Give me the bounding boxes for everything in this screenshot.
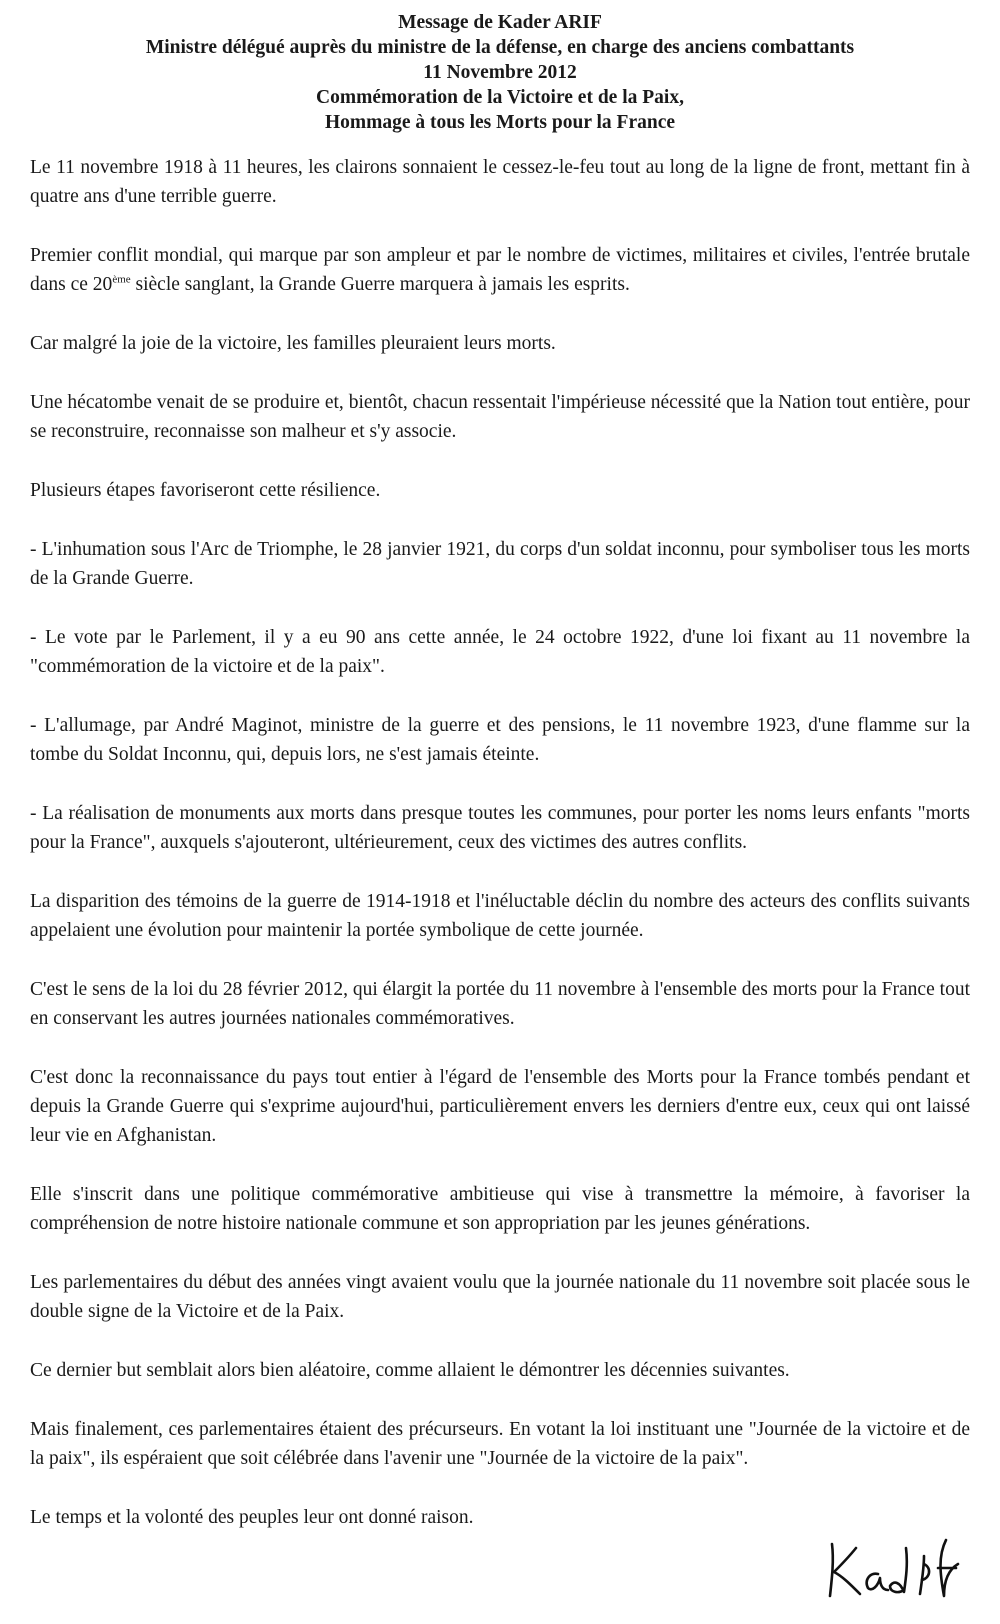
paragraph-15: Ce dernier but semblait alors bien aléatoire, comme allaient le démontrer les décennies suivantes. <box>30 1360 790 1381</box>
header-commemoration: Commémoration de la Victoire et de la Paix, <box>316 87 684 108</box>
header-minister-role: Ministre délégué auprès du ministre de la défense, en charge des anciens combattants <box>145 37 855 58</box>
paragraph-13: Elle s'inscrit dans une politique commémorative ambitieuse qui vise à transmettre la mémoire, à favoriser la compréhension de notre histoire nationale commune et son appropriation par les jeunes générations. <box>30 1184 970 1234</box>
paragraph-14: Les parlementaires du début des années vingt avaient voulu que la journée nationale du 11 novembre soit placée sous le double signe de la Victoire et de la Paix. <box>30 1272 970 1322</box>
paragraph-17: Le temps et la volonté des peuples leur ont donné raison. <box>30 1507 474 1528</box>
header-tribute: Hommage à tous les Morts pour la France <box>324 112 676 133</box>
header-title: Message de Kader ARIF <box>398 12 602 33</box>
paragraph-1: Le 11 novembre 1918 à 11 heures, les clairons sonnaient le cessez-le-feu tout au long de la ligne de front, mettant fin à quatre ans d'une terrible guerre. <box>30 157 970 207</box>
paragraph-7: - Le vote par le Parlement, il y a eu 90 ans cette année, le 24 octobre 1922, d'une loi fixant au 11 novembre la "commémoration de la victoire et de la paix". <box>30 627 970 677</box>
paragraph-2-start: Premier conflit mondial, qui marque par son ampleur et par le nombre de victimes, militaires et civiles, l'entrée brutale dans ce 20 <box>30 245 970 295</box>
signature-icon <box>820 1534 970 1604</box>
handwritten-signature <box>820 1534 970 1604</box>
header-date: 11 Novembre 2012 <box>423 62 577 83</box>
paragraph-2-end: siècle sanglant, la Grande Guerre marquera à jamais les esprits. <box>130 274 630 295</box>
paragraph-10: La disparition des témoins de la guerre de 1914-1918 et l'inéluctable déclin du nombre des acteurs des conflits suivants appelaient une évolution pour maintenir la portée symbolique de cette journée. <box>30 891 970 941</box>
document-body <box>30 153 970 1532</box>
century-superscript: ème <box>112 273 131 286</box>
paragraph-9: - La réalisation de monuments aux morts dans presque toutes les communes, pour porter les noms leurs enfants "morts pour la France", auxquels s'ajouteront, ultérieurement, ceux des victimes des autres conflits. <box>30 803 970 853</box>
paragraph-6: - L'inhumation sous l'Arc de Triomphe, le 28 janvier 1921, du corps d'un soldat inconnu, pour symboliser tous les morts de la Grande Guerre. <box>30 539 970 589</box>
document-header <box>30 10 970 135</box>
paragraph-5: Plusieurs étapes favoriseront cette résilience. <box>30 480 381 501</box>
paragraph-3: Car malgré la joie de la victoire, les familles pleuraient leurs morts. <box>30 333 556 354</box>
paragraph-11: C'est le sens de la loi du 28 février 2012, qui élargit la portée du 11 novembre à l'ensemble des morts pour la France tout en conservant les autres journées nationales commémoratives. <box>30 979 970 1029</box>
paragraph-8: - L'allumage, par André Maginot, ministre de la guerre et des pensions, le 11 novembre 1923, d'une flamme sur la tombe du Soldat Inconnu, qui, depuis lors, ne s'est jamais éteinte. <box>30 715 970 765</box>
paragraph-16: Mais finalement, ces parlementaires étaient des précurseurs. En votant la loi instituant une "Journée de la victoire et de la paix", ils espéraient que soit célébrée dans l'avenir une "Journée de la victoire de la paix". <box>30 1419 970 1469</box>
paragraph-4: Une hécatombe venait de se produire et, bientôt, chacun ressentait l'impérieuse nécessité que la Nation tout entière, pour se reconstruire, reconnaisse son malheur et s'y associe. <box>30 392 970 442</box>
paragraph-2 <box>30 241 970 299</box>
paragraph-12: C'est donc la reconnaissance du pays tout entier à l'égard de l'ensemble des Morts pour la France tombés pendant et depuis la Grande Guerre qui s'exprime aujourd'hui, particulièrement envers les derniers d'entre eux, ceux qui ont laissé leur vie en Afghanistan. <box>30 1067 970 1146</box>
